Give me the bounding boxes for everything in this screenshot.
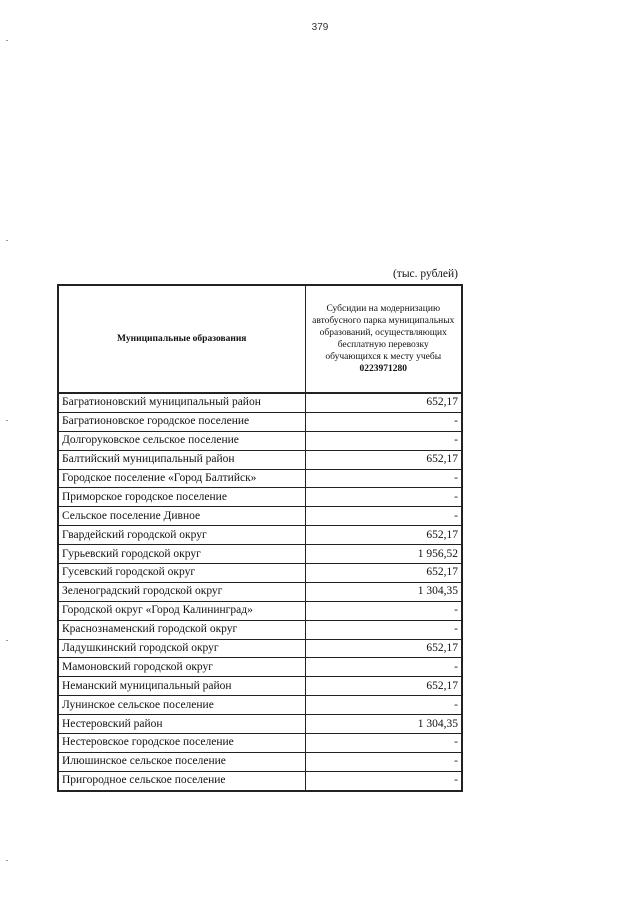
table-row xyxy=(58,507,462,526)
municipality-name: Приморское городское поселение xyxy=(58,488,305,507)
subsidy-value: - xyxy=(305,488,462,507)
subsidy-value: - xyxy=(305,658,462,677)
subsidy-value: 652,17 xyxy=(305,564,462,583)
municipality-name: Городское поселение «Город Балтийск» xyxy=(58,469,305,488)
municipality-name: Гвардейский городской округ xyxy=(58,526,305,545)
municipalities-column-header: Муниципальные образования xyxy=(58,285,305,393)
subsidy-value: 652,17 xyxy=(305,393,462,412)
table-row xyxy=(58,771,462,790)
subsidy-column-title: Субсидии на модернизацию автобусного парка муниципальных образований, осуществляющих бесплатную перевозку обучающихся к месту учебы xyxy=(312,304,455,362)
municipality-name: Краснознаменский городской округ xyxy=(58,620,305,639)
table-row xyxy=(58,564,462,583)
municipality-name: Лунинское сельское поселение xyxy=(58,696,305,715)
municipality-name: Пригородное сельское поселение xyxy=(58,771,305,790)
subsidy-value: - xyxy=(305,752,462,771)
subsidy-value: - xyxy=(305,469,462,488)
table-row xyxy=(58,601,462,620)
table-row xyxy=(58,639,462,658)
subsidy-value: 1 304,35 xyxy=(305,582,462,601)
table-row xyxy=(58,545,462,564)
table-row xyxy=(58,431,462,450)
margin-mark xyxy=(6,640,8,641)
table-row xyxy=(58,582,462,601)
table-row xyxy=(58,450,462,469)
municipality-name: Мамоновский городской округ xyxy=(58,658,305,677)
table-row xyxy=(58,526,462,545)
budget-code: 0223971280 xyxy=(359,364,407,374)
subsidy-value: - xyxy=(305,601,462,620)
municipality-name: Сельское поселение Дивное xyxy=(58,507,305,526)
municipality-name: Илюшинское сельское поселение xyxy=(58,752,305,771)
margin-mark xyxy=(6,860,8,861)
municipality-name: Гурьевский городской округ xyxy=(58,545,305,564)
subsidy-value: - xyxy=(305,696,462,715)
table-row xyxy=(58,715,462,734)
table-row xyxy=(58,658,462,677)
margin-mark xyxy=(6,420,8,421)
subsidy-value: - xyxy=(305,507,462,526)
municipality-name: Ладушкинский городской округ xyxy=(58,639,305,658)
table-header-row xyxy=(58,285,462,393)
subsidy-value: 652,17 xyxy=(305,450,462,469)
subsidy-value: 652,17 xyxy=(305,677,462,696)
municipality-name: Балтийский муниципальный район xyxy=(58,450,305,469)
subsidy-value: 1 304,35 xyxy=(305,715,462,734)
subsidy-column-header xyxy=(305,285,462,393)
margin-mark xyxy=(6,40,8,41)
municipality-name: Долгоруковское сельское поселение xyxy=(58,431,305,450)
subsidy-value: - xyxy=(305,620,462,639)
municipality-name: Нестеровский район xyxy=(58,715,305,734)
subsidy-value: - xyxy=(305,771,462,790)
page-number: 379 xyxy=(311,22,329,33)
table-row xyxy=(58,620,462,639)
table-row xyxy=(58,752,462,771)
margin-mark xyxy=(6,240,8,241)
subsidy-value: - xyxy=(305,431,462,450)
table-row xyxy=(58,677,462,696)
subsidy-value: 1 956,52 xyxy=(305,545,462,564)
municipality-name: Неманский муниципальный район xyxy=(58,677,305,696)
table-row xyxy=(58,696,462,715)
table-row xyxy=(58,393,462,412)
subsidy-table xyxy=(57,284,463,792)
subsidy-value: - xyxy=(305,412,462,431)
table-row xyxy=(58,734,462,753)
table-row xyxy=(58,412,462,431)
subsidy-value: 652,17 xyxy=(305,526,462,545)
municipality-name: Багратионовское городское поселение xyxy=(58,412,305,431)
units-label: (тыс. рублей) xyxy=(392,268,458,280)
municipality-name: Багратионовский муниципальный район xyxy=(58,393,305,412)
subsidy-value: 652,17 xyxy=(305,639,462,658)
municipality-name: Нестеровское городское поселение xyxy=(58,734,305,753)
table-row xyxy=(58,469,462,488)
municipality-name: Зеленоградский городской округ xyxy=(58,582,305,601)
subsidy-value: - xyxy=(305,734,462,753)
municipality-name: Гусевский городской округ xyxy=(58,564,305,583)
municipality-name: Городской округ «Город Калининград» xyxy=(58,601,305,620)
table-row xyxy=(58,488,462,507)
